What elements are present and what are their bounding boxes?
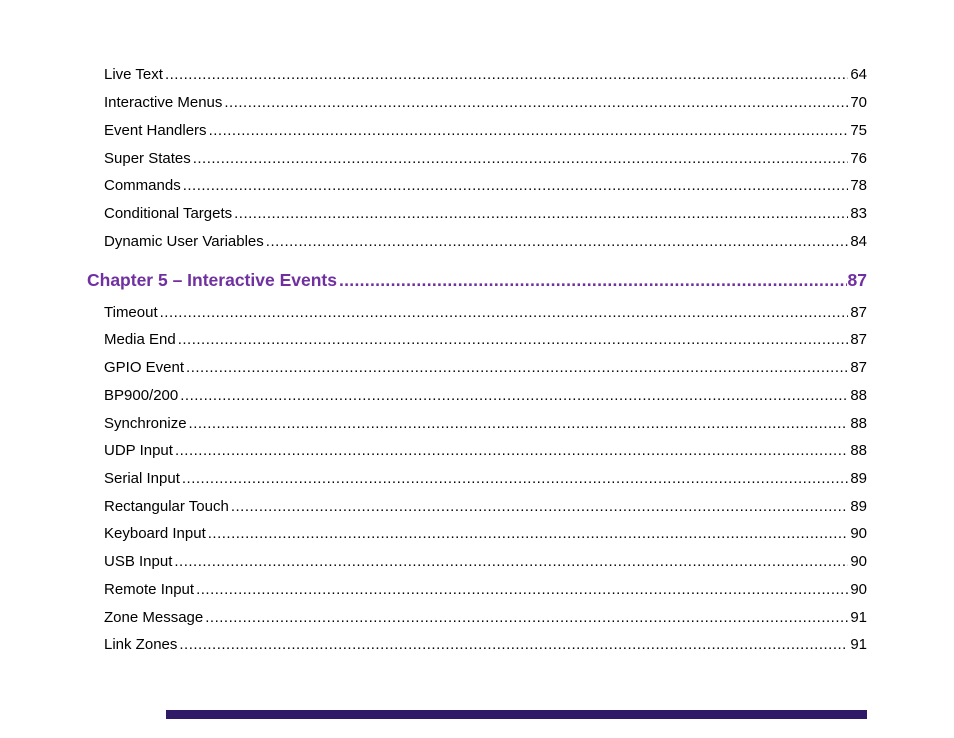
dot-leader	[339, 268, 847, 292]
dot-leader	[174, 552, 848, 572]
toc-entry-page: 90	[850, 525, 867, 542]
toc-entry-keyboard-input[interactable]	[104, 524, 867, 544]
footer-rule	[166, 710, 867, 719]
toc-chapter-5[interactable]	[87, 268, 867, 292]
toc-entry-rectangular-touch[interactable]	[104, 497, 867, 517]
toc-entry-media-end[interactable]	[104, 330, 867, 350]
toc-entry-label: Interactive Menus	[104, 94, 223, 111]
toc-entry-page: 91	[850, 609, 867, 626]
toc-entry-synchronize[interactable]	[104, 414, 867, 434]
toc-entry-label: Event Handlers	[104, 122, 207, 139]
toc-entry-page: 91	[850, 636, 867, 653]
toc-entry-page: 70	[850, 94, 867, 111]
toc-entry-label: Dynamic User Variables	[104, 233, 264, 250]
toc-entry-label: Super States	[104, 150, 191, 167]
dot-leader	[231, 497, 849, 517]
toc-entry-page: 88	[850, 415, 867, 432]
toc-entry-label: Timeout	[104, 304, 158, 321]
dot-leader	[196, 580, 848, 600]
toc-entry-label: Serial Input	[104, 470, 180, 487]
toc-entry-commands[interactable]	[104, 176, 867, 196]
toc-entry-page: 90	[850, 581, 867, 598]
dot-leader	[183, 176, 849, 196]
toc-entry-interactive-menus[interactable]	[104, 93, 867, 113]
toc-entry-page: 83	[850, 205, 867, 222]
toc-entry-page: 87	[850, 331, 867, 348]
chapter-page: 87	[847, 270, 867, 290]
dot-leader	[178, 330, 849, 350]
toc-entry-usb-input[interactable]	[104, 552, 867, 572]
toc-entry-dynamic-user-variables[interactable]	[104, 232, 867, 252]
dot-leader	[179, 635, 848, 655]
toc-entry-label: BP900/200	[104, 387, 179, 404]
toc-entry-conditional-targets[interactable]	[104, 204, 867, 224]
chapter-title: Chapter 5 – Interactive Events	[87, 270, 337, 290]
toc-entry-label: Remote Input	[104, 581, 195, 598]
toc-entry-page: 89	[850, 498, 867, 515]
dot-leader	[186, 358, 848, 378]
toc-entry-super-states[interactable]	[104, 149, 867, 169]
toc-entry-zone-message[interactable]	[104, 608, 867, 628]
dot-leader	[193, 149, 849, 169]
toc-entry-page: 78	[850, 177, 867, 194]
dot-leader	[234, 204, 848, 224]
toc-entry-page: 84	[850, 233, 867, 250]
toc-entry-label: Live Text	[104, 66, 163, 83]
dot-leader	[189, 414, 849, 434]
toc-entry-page: 76	[850, 150, 867, 167]
toc-entry-page: 88	[850, 442, 867, 459]
toc-entry-serial-input[interactable]	[104, 469, 867, 489]
dot-leader	[182, 469, 848, 489]
toc-entry-live-text[interactable]	[104, 65, 867, 85]
toc-entry-page: 64	[850, 66, 867, 83]
toc-entry-label: Link Zones	[104, 636, 178, 653]
dot-leader	[180, 386, 848, 406]
toc-entry-link-zones[interactable]	[104, 635, 867, 655]
toc-entry-page: 90	[850, 553, 867, 570]
toc-entry-page: 87	[850, 359, 867, 376]
toc-entry-page: 75	[850, 122, 867, 139]
toc-entry-label: Keyboard Input	[104, 525, 206, 542]
toc-entry-label: Media End	[104, 331, 176, 348]
dot-leader	[205, 608, 848, 628]
dot-leader	[160, 303, 849, 323]
toc-entry-label: UDP Input	[104, 442, 173, 459]
toc-entry-page: 87	[850, 304, 867, 321]
toc-entry-udp-input[interactable]	[104, 441, 867, 461]
toc-entry-label: USB Input	[104, 553, 173, 570]
toc-entry-label: Commands	[104, 177, 181, 194]
toc-entry-label: Rectangular Touch	[104, 498, 229, 515]
toc-entry-bp900-200[interactable]	[104, 386, 867, 406]
dot-leader	[165, 65, 848, 85]
toc-entry-label: GPIO Event	[104, 359, 185, 376]
toc-entry-page: 88	[850, 387, 867, 404]
dot-leader	[209, 121, 849, 141]
toc-entry-label: Zone Message	[104, 609, 204, 626]
toc-entry-gpio-event[interactable]	[104, 358, 867, 378]
dot-leader	[266, 232, 849, 252]
toc-entry-label: Conditional Targets	[104, 205, 233, 222]
toc-entry-page: 89	[850, 470, 867, 487]
toc-entry-remote-input[interactable]	[104, 580, 867, 600]
toc-entry-timeout[interactable]	[104, 303, 867, 323]
dot-leader	[224, 93, 848, 113]
dot-leader	[208, 524, 849, 544]
toc-entry-label: Synchronize	[104, 415, 187, 432]
dot-leader	[175, 441, 848, 461]
toc-entry-event-handlers[interactable]	[104, 121, 867, 141]
